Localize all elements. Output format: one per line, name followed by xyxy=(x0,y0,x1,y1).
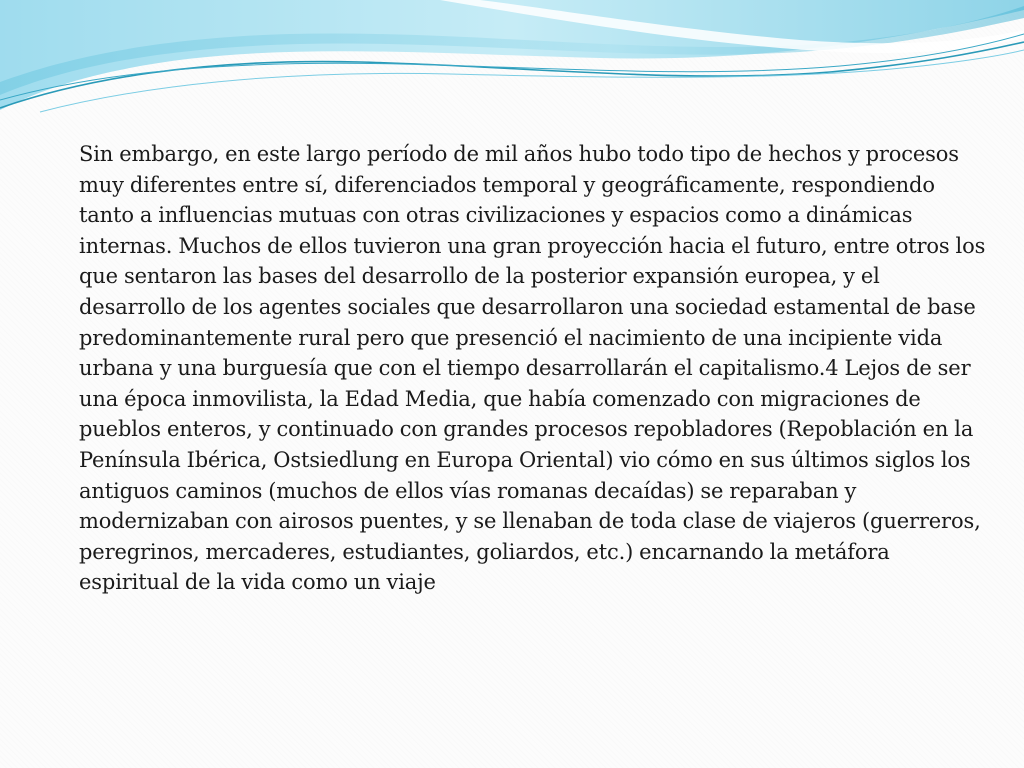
body-paragraph: Sin embargo, en este largo período de mil años hubo todo tipo de hechos y procesos muy diferentes entre sí, diferenciados temporal y geográficamente, respondiendo tanto a influencias mutuas con otras civilizaciones y espacios como a dinámicas internas. Muchos de ellos tuvieron una gran proyección hacia el futuro, entre otros los que sentaron las bases del desarrollo de la posterior expansión europea, y el desarrollo de los agentes sociales que desarrollaron una sociedad estamental de base predominantemente rural pero que presenció el nacimiento de una incipiente vida urbana y una burguesía que con el tiempo desarrollarán el capitalismo.4 Lejos de ser una época inmovilista, la Edad Media, que había comenzado con migraciones de pueblos enteros, y continuado con grandes procesos repobladores (Repoblación en la Península Ibérica, Ostsiedlung en Europa Oriental) vio cómo en sus últimos siglos los antiguos caminos (muchos de ellos vías romanas decaídas) se reparaban y modernizaban con airosos puentes, y se llenaban de toda clase de viajeros (guerreros, peregrinos, mercaderes, estudiantes, goliardos, etc.) encarnando la metáfora espiritual de la vida como un viaje xyxy=(79,142,986,595)
header-wave-decoration xyxy=(0,0,1024,130)
wave-line-3 xyxy=(40,50,1024,112)
